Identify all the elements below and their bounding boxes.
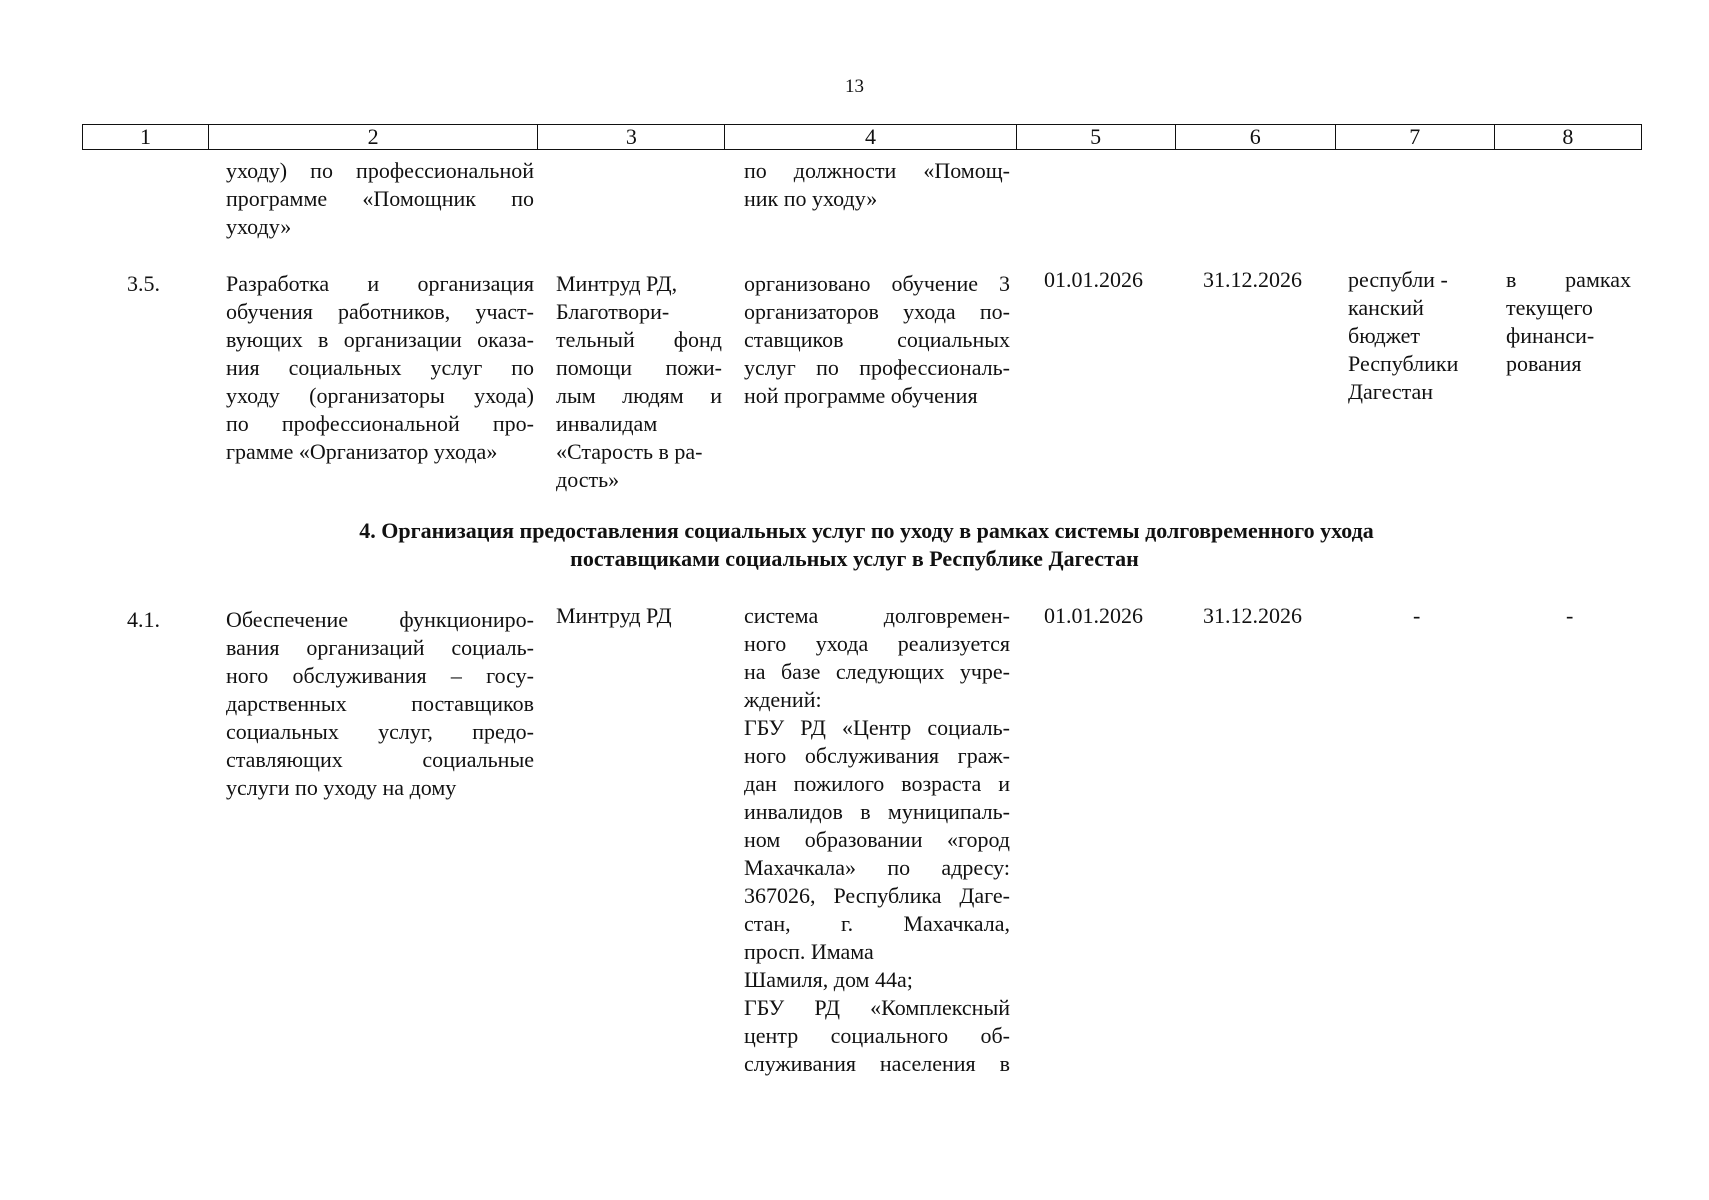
text-line: тельный фонд — [556, 327, 722, 352]
text-line: ГБУ РД «Комплексный — [744, 995, 1010, 1020]
header-col-2: 2 — [209, 125, 538, 150]
text-line: помощи пожи- — [556, 355, 722, 380]
text-line: «Старость в ра- — [556, 439, 703, 464]
header-col-8: 8 — [1494, 125, 1641, 150]
text-line: организаторов ухода по- — [744, 299, 1010, 324]
text-line: дарственных поставщиков — [226, 691, 534, 716]
text-line: центр социального об- — [744, 1023, 1010, 1048]
text-line: по должности «Помощ- — [744, 158, 1010, 183]
text-line: служивания населения в — [744, 1051, 1010, 1076]
text-line: Шамиля, дом 44а; — [744, 967, 913, 992]
text-line: ной программе обучения — [744, 383, 978, 408]
row-4-1-activity — [226, 606, 534, 802]
column-header-row — [82, 124, 1642, 150]
text-line: ГБУ РД «Центр социаль- — [744, 715, 1010, 740]
header-col-1: 1 — [83, 125, 209, 150]
text-line: бюджет — [1348, 323, 1420, 348]
text-line: инвалидам — [556, 411, 658, 436]
text-line: ния социальных услуг по — [226, 355, 534, 380]
row-4-1-result — [744, 602, 1010, 1078]
text-line: Минтруд РД, — [556, 271, 678, 296]
text-line: канский — [1348, 295, 1424, 320]
row-3-5-funding-source — [1348, 266, 1488, 406]
header-col-3: 3 — [538, 125, 725, 150]
header-col-7: 7 — [1335, 125, 1494, 150]
row-4-1-responsible — [556, 602, 722, 630]
text-line: на базе следующих учре- — [744, 659, 1010, 684]
text-line: ного ухода реализуется — [744, 631, 1010, 656]
page-number: 13 — [845, 76, 864, 97]
row-3-5-end-date: 31.12.2026 — [1203, 267, 1302, 292]
row-4-1-end-date: 31.12.2026 — [1203, 603, 1302, 628]
text-line: дость» — [556, 467, 620, 492]
header-col-5: 5 — [1016, 125, 1175, 150]
header-col-6: 6 — [1175, 125, 1335, 150]
text-line: Обеспечение функциониро- — [226, 607, 534, 632]
text-line: ставщиков социальных — [744, 327, 1010, 352]
text-line: Благотвори- — [556, 299, 670, 324]
text-line: программе «Помощник по — [226, 186, 534, 211]
text-line: услуг по профессиональ- — [744, 355, 1010, 380]
text-line: социальных услуг, предо- — [226, 719, 534, 744]
row-4-1-start-date: 01.01.2026 — [1044, 603, 1143, 628]
text-line: просп. Имама — [744, 939, 874, 964]
section-4-heading — [0, 517, 1709, 573]
text-line: лым людям и — [556, 383, 722, 408]
text-line: финанси- — [1506, 323, 1595, 348]
text-line: система долговремен- — [744, 603, 1010, 628]
text-line: уходу) по профессиональной — [226, 158, 534, 183]
text-line: уходу (организаторы ухода) — [226, 383, 534, 408]
row-3-5-result — [744, 270, 1010, 410]
text-line: ставляющих социальные — [226, 747, 534, 772]
text-line: ного обслуживания граж- — [744, 743, 1010, 768]
text-line: организовано обучение 3 — [744, 271, 1010, 296]
header-col-4: 4 — [725, 125, 1016, 150]
text-line: уходу» — [226, 214, 292, 239]
text-line: Дагестан — [1348, 379, 1434, 404]
text-line: вания организаций социаль- — [226, 635, 534, 660]
text-line: инвалидов в муниципаль- — [744, 799, 1010, 824]
row-4-1-funding-source: - — [1413, 603, 1421, 628]
text-line: ждений: — [744, 687, 822, 712]
text-line: обучения работников, участ- — [226, 299, 534, 324]
row-number-3-5: 3.5. — [127, 271, 160, 296]
row-3-5-funding-amount — [1506, 266, 1631, 378]
text-line: грамме «Организатор ухода» — [226, 439, 498, 464]
row-3-5-activity — [226, 270, 534, 466]
row-3-5-start-date: 01.01.2026 — [1044, 267, 1143, 292]
row-3-5-responsible — [556, 270, 722, 494]
text-line: Минтруд РД — [556, 603, 672, 628]
text-line: по профессиональной про- — [226, 411, 534, 436]
row-number-4-1: 4.1. — [127, 607, 160, 632]
text-line: республи - — [1348, 267, 1448, 292]
text-line: 367026, Республика Даге- — [744, 883, 1010, 908]
text-line: услуги по уходу на дому — [226, 775, 457, 800]
text-line: ном образовании «город — [744, 827, 1010, 852]
row-4-1-funding-amount: - — [1566, 603, 1574, 628]
text-line: рования — [1506, 351, 1582, 376]
text-line: стан, г. Махачкала, — [744, 911, 1010, 936]
text-line: ного обслуживания – госу- — [226, 663, 534, 688]
text-line: Республики — [1348, 351, 1459, 376]
continued-result-text — [744, 157, 1010, 213]
section-title-line: поставщиками социальных услуг в Республике Дагестан — [570, 546, 1139, 571]
continued-activity-text — [226, 157, 534, 241]
text-line: дан пожилого возраста и — [744, 771, 1010, 796]
text-line: текущего — [1506, 295, 1593, 320]
text-line: Махачкала» по адресу: — [744, 855, 1010, 880]
text-line: Разработка и организация — [226, 271, 534, 296]
text-line: вующих в организации оказа- — [226, 327, 534, 352]
section-title-line: 4. Организация предоставления социальных услуг по уходу в рамках системы долговременного ухода — [359, 518, 1374, 543]
text-line: ник по уходу» — [744, 186, 878, 211]
text-line: в рамках — [1506, 267, 1631, 292]
